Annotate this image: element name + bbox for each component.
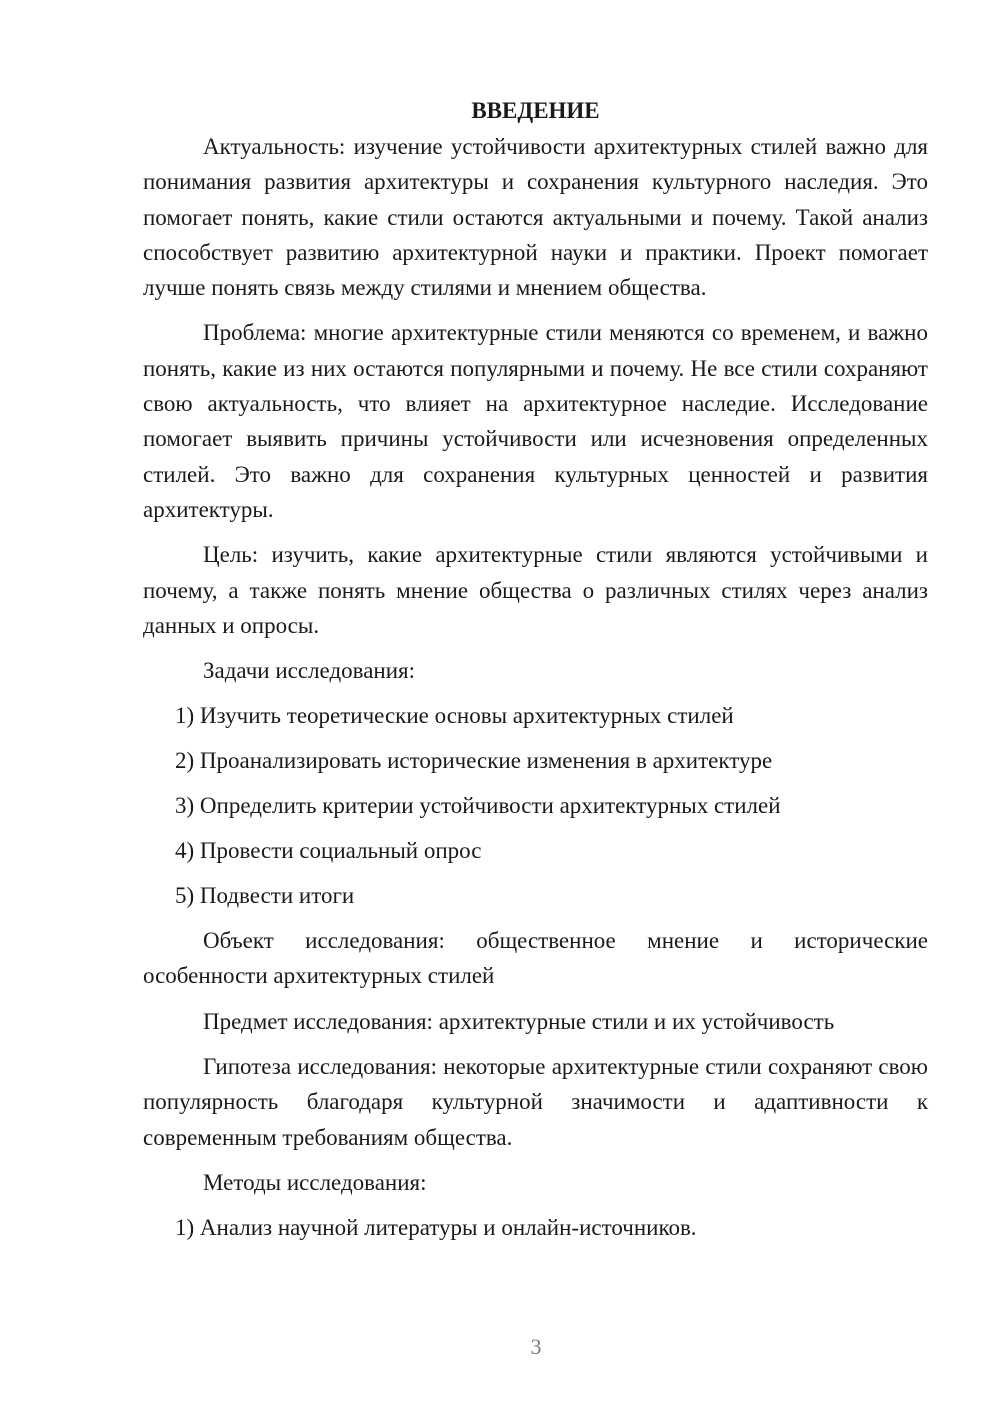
methods-list [143,1210,928,1245]
page-title: ВВЕДЕНИЕ [471,98,600,123]
task-item: 2) Проанализировать исторические изменения в архитектуре [175,748,773,774]
method-item: 1) Анализ научной литературы и онлайн-источников. [175,1214,697,1240]
methods-heading: Методы исследования: [203,1169,427,1195]
relevance-paragraph: Актуальность: изучение устойчивости архитектурных стилей важно для понимания развития архитектуры и сохранения культурного наследия. Это помогает понять, какие стили остаются актуальными и почему. Такой анализ способствует развитию архитектурной науки и практики. Проект помогает лучше понять связь между стилями и мнением общества. [143,134,928,301]
goal-paragraph: Цель: изучить, какие архитектурные стили являются устойчивыми и почему, а также понять мнение общества о различных стилях через анализ данных и опросы. [143,542,928,638]
task-item: 5) Подвести итоги [175,883,355,909]
task-item: 1) Изучить теоретические основы архитектурных стилей [175,703,734,729]
problem-paragraph: Проблема: многие архитектурные стили меняются со временем, и важно понять, какие из них остаются популярными и почему. Не все стили сохраняют свою актуальность, что влияет на архитектурное наследие. Исследование помогает выявить причины устойчивости или исчезновения определенных стилей. Это важно для сохранения культурных ценностей и развития архитектуры. [143,320,928,522]
task-item: 3) Определить критерии устойчивости архитектурных стилей [175,793,781,819]
tasks-list [143,698,928,913]
page-number: 3 [530,1334,542,1359]
subject-paragraph: Предмет исследования: архитектурные стили и их устойчивость [203,1008,835,1034]
tasks-heading: Задачи исследования: [203,658,416,684]
object-paragraph: Объект исследования: общественное мнение и исторические особенности архитектурных стилей [143,928,928,989]
task-item: 4) Провести социальный опрос [175,838,482,864]
hypothesis-paragraph: Гипотеза исследования: некоторые архитектурные стили сохраняют свою популярность благодаря культурной значимости и адаптивности к современным требованиям общества. [143,1054,928,1150]
document-body [143,94,928,1255]
